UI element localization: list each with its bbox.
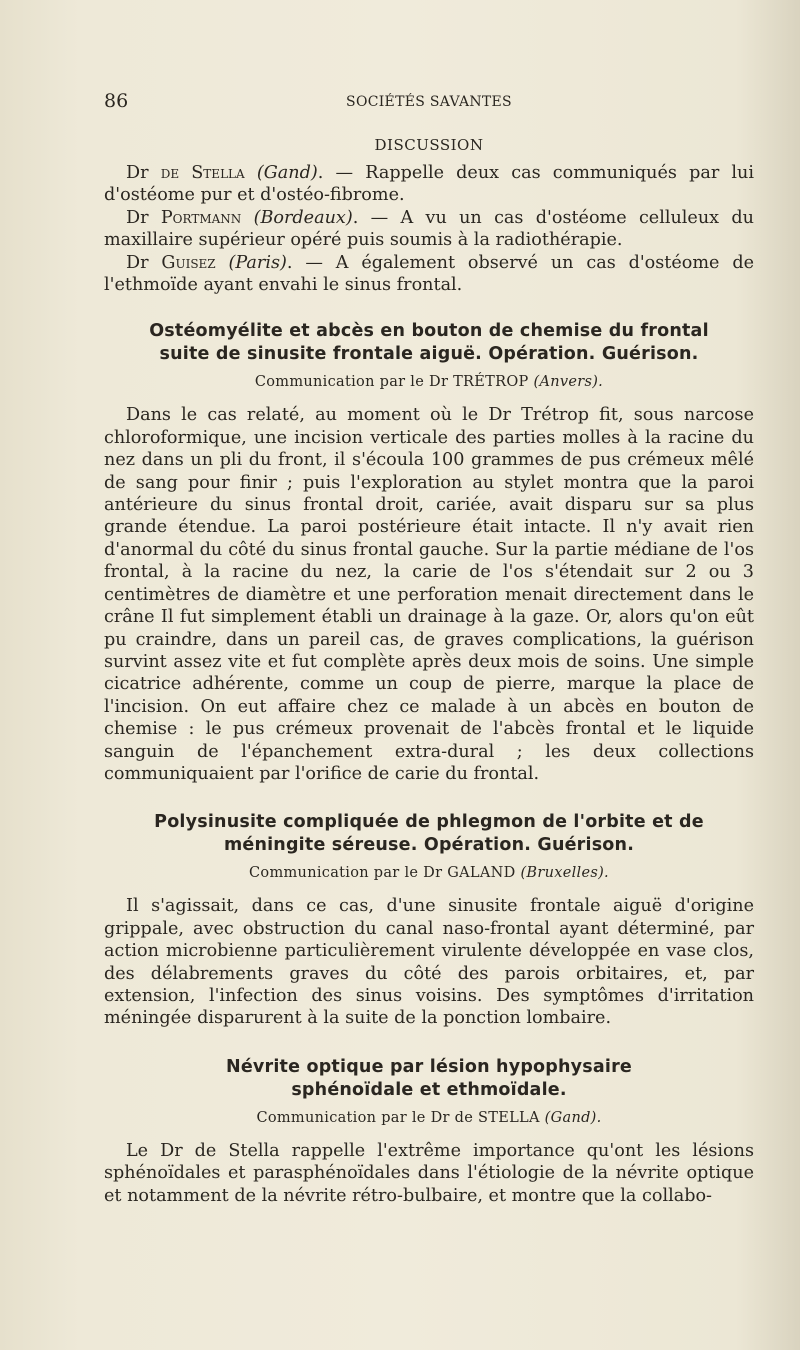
- article-title-line: sphénoïdale et ethmoïdale.: [291, 1079, 567, 1100]
- discussion-text: . — A vu un cas d'ostéome celluleux du maxillaire supérieur opéré puis soumis à la radiothérapie.: [104, 207, 755, 251]
- doctor-city: (Bordeaux): [253, 207, 353, 228]
- article-title-line: méningite séreuse. Opération. Guérison.: [223, 835, 635, 856]
- doctor-title: Dr: [126, 163, 149, 183]
- doctor-title: Dr: [126, 207, 149, 228]
- discussion-item: [104, 252, 754, 297]
- communication-byline: [104, 1110, 754, 1126]
- doctor-title: Dr: [126, 252, 149, 273]
- article-title-line: Névrite optique par lésion hypophysaire: [226, 1056, 632, 1077]
- communication-city: (Gand).: [544, 1109, 602, 1126]
- article-body: Il s'agissait, dans ce cas, d'une sinusite frontale aiguë d'origine grippale, avec obstruction du canal naso-frontal ayant déterminé, par action microbienne particulièrement virulente développée en vase clos, des délabrements graves du côté des parois orbitaires, et, par extension, l'infection des sinus voisins. Des symptômes d'irritation méningée disparurent à la suite de la ponction lombaire.: [104, 896, 754, 1029]
- running-title: SOCIÉTÉS SAVANTES: [346, 94, 512, 110]
- article-title: [104, 1056, 754, 1102]
- discussion-text: . — A également observé un cas d'ostéome de l'ethmoïde ayant envahi le sinus frontal.: [104, 252, 755, 296]
- running-head: [104, 88, 754, 118]
- article-nevrite: [104, 1056, 754, 1207]
- discussion-item: [104, 207, 754, 252]
- page-content: [104, 88, 754, 1207]
- communication-byline: [104, 865, 754, 881]
- article-polysinusite: [104, 811, 754, 1029]
- communication-city: (Bruxelles).: [520, 865, 609, 882]
- discussion-heading: DISCUSSION: [374, 136, 484, 154]
- doctor-name: Guisez: [161, 252, 216, 273]
- page-number: 86: [104, 90, 129, 112]
- article-title-line: Polysinusite compliquée de phlegmon de l'orbite et de: [154, 812, 704, 833]
- article-osteomyelite: [104, 320, 754, 785]
- doctor-name: Portmann: [160, 207, 242, 228]
- article-title: [104, 320, 754, 366]
- article-body: Dans le cas relaté, au moment où le Dr Trétrop fit, sous narcose chloroformique, une incision verticale des parties molles à la racine du nez dans un pli du front, il s'écoula 100 grammes de pus crémeux mêlé de sang pour finir ; puis l'exploration au stylet montra que la paroi antérieure du sinus frontal droit, cariée, avait disparu sur sa plus grande étendue. La paroi postérieure était intacte. Il n'y avait rien d'anormal du côté du sinus frontal gauche. Sur la partie médiane de l'os frontal, à la racine du nez, la carie de l'os s'étendait sur 2 ou 3 centimètres de diamètre et une perforation menait directement dans le crâne Il fut simplement établi un drainage à la gaze. Or, alors qu'on eût pu craindre, dans un pareil cas, de graves complications, la guérison survint assez vite et fut complète après deux mois de soins. Une simple cicatrice adhérente, comme un coup de pierre, marque la place de l'incision. On eut affaire chez ce malade à un abcès en bouton de chemise : le pus crémeux provenait de l'abcès frontal et le liquide sanguin de l'épanchement extra-dural ; les deux collections communiquaient par l'orifice de carie du frontal.: [104, 405, 754, 784]
- communication-author: Communication par le Dr TRÉTROP: [254, 374, 529, 391]
- communication-author: Communication par le Dr de STELLA: [256, 1109, 540, 1126]
- article-title: [104, 811, 754, 857]
- discussion-item: [104, 162, 754, 207]
- discussion-list: [104, 162, 754, 296]
- article-title-line: suite de sinusite frontale aiguë. Opération. Guérison.: [159, 344, 699, 365]
- communication-author: Communication par le Dr GALAND: [249, 865, 516, 882]
- communication-city: (Anvers).: [533, 374, 604, 391]
- doctor-city: (Paris): [228, 252, 287, 273]
- communication-byline: [104, 374, 754, 390]
- article-body: Le Dr de Stella rappelle l'extrême importance qu'ont les lésions sphénoïdales et parasphénoïdales dans l'étiologie de la névrite optique et notamment de la névrite rétro-bulbaire, et montre que la collabo-: [104, 1140, 754, 1206]
- doctor-city: (Gand): [256, 163, 318, 183]
- doctor-name: de Stella: [160, 163, 245, 183]
- article-title-line: Ostéomyélite et abcès en bouton de chemise du frontal: [149, 321, 709, 342]
- discussion-text: . — Rappelle deux cas communiqués par lui d'ostéome pur et d'ostéo-fibrome.: [104, 163, 754, 206]
